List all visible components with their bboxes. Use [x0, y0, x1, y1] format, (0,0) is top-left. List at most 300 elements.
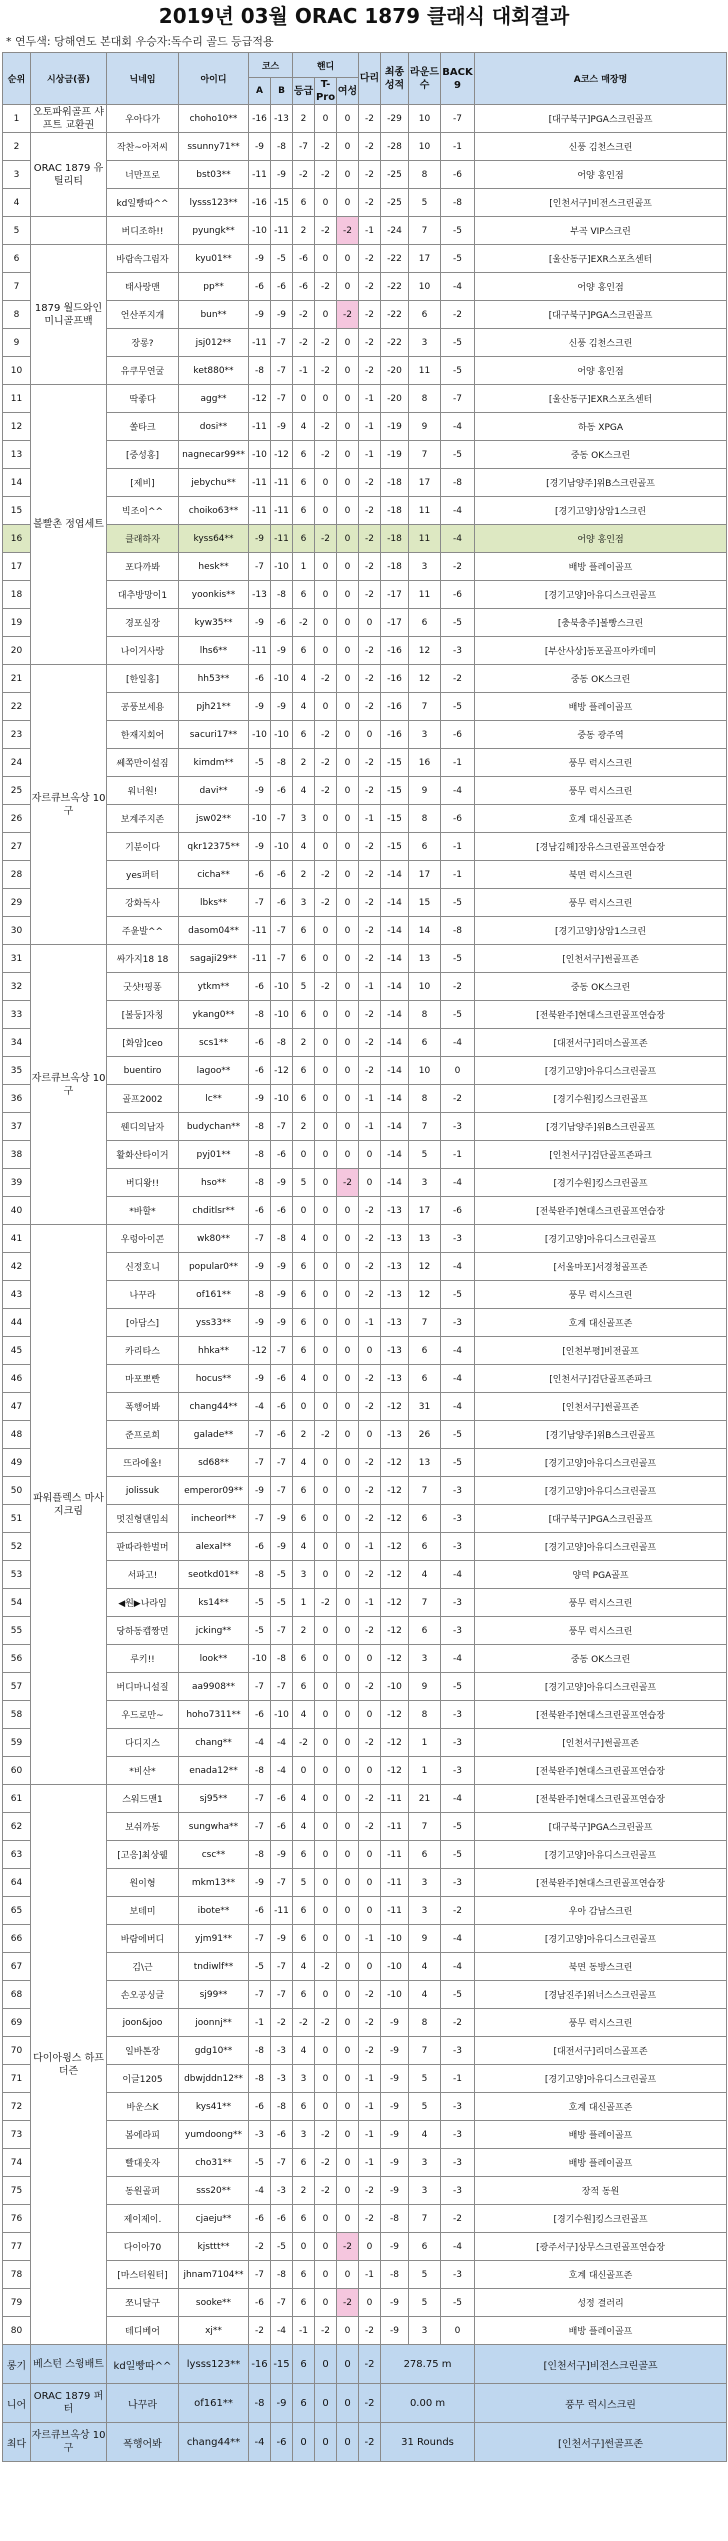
cell-rounds: 7: [409, 217, 441, 245]
cell-gift: -2: [359, 1785, 381, 1813]
cell-b: -9: [271, 1533, 293, 1561]
cell-a: -7: [249, 1449, 271, 1477]
cell-b: -6: [271, 2205, 293, 2233]
cell-b: -11: [271, 469, 293, 497]
cell-grade: 6: [293, 1505, 315, 1533]
award-nick: kd일빵따^^: [107, 2345, 179, 2384]
table-row: [3, 1029, 727, 1057]
cell-grade: 0: [293, 1197, 315, 1225]
cell-gift: -2: [359, 1673, 381, 1701]
table-row: [3, 469, 727, 497]
cell-tpro: -2: [315, 889, 337, 917]
cell-rank: 75: [3, 2177, 31, 2205]
cell-rounds: 11: [409, 357, 441, 385]
cell-back9: -5: [441, 889, 475, 917]
cell-nick: 작찬~아저씨: [107, 133, 179, 161]
cell-venue: 배방 플레이골프: [475, 2121, 727, 2149]
cell-b: -7: [271, 1673, 293, 1701]
cell-back9: -3: [441, 1225, 475, 1253]
cell-b: -9: [271, 161, 293, 189]
cell-b: -9: [271, 693, 293, 721]
award-tpro: 0: [315, 2345, 337, 2384]
cell-a: -8: [249, 1841, 271, 1869]
cell-back9: -4: [441, 1393, 475, 1421]
cell-grade: 4: [293, 665, 315, 693]
cell-b: -3: [271, 2177, 293, 2205]
cell-rank: 13: [3, 441, 31, 469]
cell-female: 0: [337, 1001, 359, 1029]
cell-gift: -2: [359, 749, 381, 777]
award-grade: 6: [293, 2384, 315, 2423]
cell-rank: 64: [3, 1869, 31, 1897]
cell-id: dasom04**: [179, 917, 249, 945]
cell-rank: 56: [3, 1645, 31, 1673]
cell-grade: 6: [293, 1281, 315, 1309]
cell-a: -6: [249, 1057, 271, 1085]
cell-venue: 성정 결러리: [475, 2289, 727, 2317]
cell-rank: 62: [3, 1813, 31, 1841]
cell-final: -14: [381, 1169, 409, 1197]
cell-a: -11: [249, 161, 271, 189]
cell-id: yjm91**: [179, 1925, 249, 1953]
cell-back9: -4: [441, 1253, 475, 1281]
cell-gift: -1: [359, 1925, 381, 1953]
cell-gift: -2: [359, 1281, 381, 1309]
cell-back9: -3: [441, 1729, 475, 1757]
cell-female: 0: [337, 861, 359, 889]
cell-female: 0: [337, 1729, 359, 1757]
cell-a: -7: [249, 1785, 271, 1813]
cell-grade: -1: [293, 357, 315, 385]
cell-rank: 15: [3, 497, 31, 525]
cell-rounds: 7: [409, 1813, 441, 1841]
cell-grade: 6: [293, 1001, 315, 1029]
cell-a: -9: [249, 1869, 271, 1897]
cell-id: hocus**: [179, 1365, 249, 1393]
cell-grade: 4: [293, 2037, 315, 2065]
cell-back9: 0: [441, 1057, 475, 1085]
table-row: [3, 1225, 727, 1253]
cell-female: 0: [337, 665, 359, 693]
cell-b: -10: [271, 553, 293, 581]
table-row: [3, 665, 727, 693]
cell-b: -7: [271, 1477, 293, 1505]
cell-back9: -3: [441, 1477, 475, 1505]
cell-a: -2: [249, 2317, 271, 2345]
cell-venue: [경남진주]위너스스크린골프: [475, 1981, 727, 2009]
cell-id: kyu01**: [179, 245, 249, 273]
cell-id: xj**: [179, 2317, 249, 2345]
cell-b: -7: [271, 357, 293, 385]
cell-female: 0: [337, 1617, 359, 1645]
cell-female: -2: [337, 1169, 359, 1197]
table-row: [3, 273, 727, 301]
cell-a: -8: [249, 1113, 271, 1141]
cell-a: -11: [249, 469, 271, 497]
cell-female: 0: [337, 413, 359, 441]
cell-id: emperor09**: [179, 1477, 249, 1505]
cell-tpro: 0: [315, 1393, 337, 1421]
cell-final: -14: [381, 1141, 409, 1169]
cell-back9: -4: [441, 525, 475, 553]
cell-rounds: 31: [409, 1393, 441, 1421]
cell-rank: 55: [3, 1617, 31, 1645]
cell-id: mkm13**: [179, 1869, 249, 1897]
cell-female: 0: [337, 1701, 359, 1729]
cell-female: -2: [337, 301, 359, 329]
cell-a: -7: [249, 2261, 271, 2289]
cell-b: -7: [271, 1981, 293, 2009]
cell-grade: -2: [293, 2009, 315, 2037]
cell-rank: 39: [3, 1169, 31, 1197]
cell-tpro: -2: [315, 665, 337, 693]
cell-rank: 53: [3, 1561, 31, 1589]
cell-female: 0: [337, 385, 359, 413]
cell-a: -9: [249, 777, 271, 805]
cell-venue: 어양 홍인점: [475, 161, 727, 189]
cell-grade: 6: [293, 1085, 315, 1113]
cell-final: -19: [381, 441, 409, 469]
cell-nick: 다이아70: [107, 2233, 179, 2261]
cell-gift: -2: [359, 777, 381, 805]
table-row: [3, 973, 727, 1001]
cell-tpro: 0: [315, 637, 337, 665]
cell-tpro: 0: [315, 2093, 337, 2121]
cell-final: -11: [381, 1869, 409, 1897]
cell-rounds: 6: [409, 1505, 441, 1533]
cell-gift: -2: [359, 581, 381, 609]
cell-b: -9: [271, 637, 293, 665]
cell-nick: 대추방망이1: [107, 581, 179, 609]
cell-a: -7: [249, 1673, 271, 1701]
cell-tpro: 0: [315, 385, 337, 413]
cell-final: -11: [381, 1785, 409, 1813]
cell-grade: 6: [293, 441, 315, 469]
cell-nick: 주윤발^^: [107, 917, 179, 945]
cell-venue: 신풍 김천스크린: [475, 133, 727, 161]
cell-id: incheorl**: [179, 1505, 249, 1533]
cell-rounds: 15: [409, 889, 441, 917]
cell-back9: -6: [441, 1197, 475, 1225]
cell-b: -5: [271, 1561, 293, 1589]
cell-female: 0: [337, 1785, 359, 1813]
cell-back9: -7: [441, 385, 475, 413]
cell-final: -12: [381, 1645, 409, 1673]
cell-a: -11: [249, 497, 271, 525]
cell-a: -9: [249, 1365, 271, 1393]
table-row: [3, 2233, 727, 2261]
cell-grade: 5: [293, 973, 315, 1001]
cell-back9: -5: [441, 1449, 475, 1477]
cell-b: -6: [271, 1421, 293, 1449]
cell-id: jhnam7104**: [179, 2261, 249, 2289]
cell-venue: 중동 OK스크린: [475, 1645, 727, 1673]
header-venue: A코스 매장명: [475, 53, 727, 105]
cell-a: -6: [249, 1897, 271, 1925]
cell-nick: 바람속그림자: [107, 245, 179, 273]
cell-id: galade**: [179, 1421, 249, 1449]
cell-rounds: 5: [409, 2065, 441, 2093]
cell-final: -16: [381, 693, 409, 721]
cell-rank: 26: [3, 805, 31, 833]
cell-nick: 쏠타크: [107, 413, 179, 441]
cell-back9: -1: [441, 861, 475, 889]
cell-back9: -2: [441, 665, 475, 693]
cell-female: 0: [337, 833, 359, 861]
award-nick: 나꾸라: [107, 2384, 179, 2423]
cell-nick: 딱좋다: [107, 385, 179, 413]
cell-b: -6: [271, 1393, 293, 1421]
cell-back9: -6: [441, 161, 475, 189]
cell-a: -6: [249, 273, 271, 301]
header-gift: 다리: [359, 53, 381, 105]
cell-back9: -4: [441, 1561, 475, 1589]
cell-gift: -2: [359, 2037, 381, 2065]
cell-rounds: 9: [409, 1673, 441, 1701]
cell-final: -10: [381, 1673, 409, 1701]
cell-final: -11: [381, 1897, 409, 1925]
cell-rank: 10: [3, 357, 31, 385]
cell-venue: 풍무 럭시스크린: [475, 1281, 727, 1309]
cell-final: -9: [381, 2009, 409, 2037]
cell-nick: *바할*: [107, 1197, 179, 1225]
cell-rounds: 12: [409, 1253, 441, 1281]
cell-venue: 풍무 럭시스크린: [475, 749, 727, 777]
cell-nick: *비산*: [107, 1757, 179, 1785]
cell-nick: 제이제이.: [107, 2205, 179, 2233]
cell-rounds: 8: [409, 1001, 441, 1029]
cell-a: -8: [249, 1169, 271, 1197]
cell-gift: -2: [359, 2177, 381, 2205]
cell-gift: 0: [359, 1169, 381, 1197]
cell-rounds: 10: [409, 1057, 441, 1085]
header-female: 여성: [337, 78, 359, 105]
cell-female: 0: [337, 2037, 359, 2065]
cell-rank: 57: [3, 1673, 31, 1701]
cell-id: choho10**: [179, 105, 249, 133]
cell-tpro: 0: [315, 2205, 337, 2233]
cell-nick: 빨대웃자: [107, 2149, 179, 2177]
cell-female: 0: [337, 1561, 359, 1589]
cell-venue: [인천서구]썬골프존: [475, 1393, 727, 1421]
cell-grade: -7: [293, 133, 315, 161]
cell-female: 0: [337, 945, 359, 973]
cell-b: -13: [271, 105, 293, 133]
award-female: 0: [337, 2423, 359, 2462]
cell-nick: 당하동캡짱먼: [107, 1617, 179, 1645]
cell-a: -12: [249, 385, 271, 413]
cell-female: 0: [337, 917, 359, 945]
table-row: [3, 1617, 727, 1645]
cell-tpro: -2: [315, 2121, 337, 2149]
cell-final: -9: [381, 2121, 409, 2149]
cell-nick: 포다까봐: [107, 553, 179, 581]
cell-b: -9: [271, 413, 293, 441]
cell-venue: [전북완주]현대스크린골프연습장: [475, 1701, 727, 1729]
cell-grade: 6: [293, 525, 315, 553]
cell-nick: [한일홍]: [107, 665, 179, 693]
cell-rank: 80: [3, 2317, 31, 2345]
cell-tpro: -2: [315, 273, 337, 301]
cell-gift: -2: [359, 1729, 381, 1757]
cell-rounds: 7: [409, 1309, 441, 1337]
cell-female: 0: [337, 2093, 359, 2121]
award-row: [3, 2345, 727, 2384]
cell-rounds: 13: [409, 945, 441, 973]
cell-grade: 2: [293, 217, 315, 245]
cell-rounds: 7: [409, 2205, 441, 2233]
cell-back9: -4: [441, 1169, 475, 1197]
cell-rank: 70: [3, 2037, 31, 2065]
cell-back9: 0: [441, 2317, 475, 2345]
cell-id: aa9908**: [179, 1673, 249, 1701]
cell-id: hesk**: [179, 553, 249, 581]
cell-rounds: 3: [409, 2177, 441, 2205]
cell-female: 0: [337, 973, 359, 1001]
cell-back9: -2: [441, 2205, 475, 2233]
cell-grade: 4: [293, 1365, 315, 1393]
cell-a: -6: [249, 973, 271, 1001]
cell-venue: [전북완주]현대스크린골프연습장: [475, 1197, 727, 1225]
cell-tpro: 0: [315, 1729, 337, 1757]
cell-back9: -3: [441, 1533, 475, 1561]
cell-b: -6: [271, 2121, 293, 2149]
cell-grade: 6: [293, 1925, 315, 1953]
cell-id: ibote**: [179, 1897, 249, 1925]
cell-b: -11: [271, 525, 293, 553]
cell-id: hh53**: [179, 665, 249, 693]
cell-venue: 중동 OK스크린: [475, 973, 727, 1001]
award-metric: 278.75 m: [381, 2345, 475, 2384]
cell-gift: 0: [359, 1953, 381, 1981]
cell-a: -5: [249, 1953, 271, 1981]
cell-rounds: 17: [409, 469, 441, 497]
table-row: [3, 581, 727, 609]
cell-grade: 6: [293, 945, 315, 973]
cell-rounds: 1: [409, 1757, 441, 1785]
cell-nick: 다디지스: [107, 1729, 179, 1757]
cell-back9: -5: [441, 2289, 475, 2317]
cell-nick: 태사랑맨: [107, 273, 179, 301]
cell-a: -5: [249, 1617, 271, 1645]
cell-gift: 0: [359, 2289, 381, 2317]
header-nickname: 닉네임: [107, 53, 179, 105]
cell-gift: -2: [359, 665, 381, 693]
cell-grade: 2: [293, 1421, 315, 1449]
cell-back9: -6: [441, 721, 475, 749]
cell-a: -8: [249, 1757, 271, 1785]
cell-back9: -4: [441, 1785, 475, 1813]
cell-back9: -7: [441, 105, 475, 133]
cell-rank: 29: [3, 889, 31, 917]
table-row: [3, 2261, 727, 2289]
cell-a: -16: [249, 189, 271, 217]
cell-grade: 4: [293, 1225, 315, 1253]
cell-rounds: 10: [409, 973, 441, 1001]
cell-final: -8: [381, 2261, 409, 2289]
cell-nick: [볼둥]자칭: [107, 1001, 179, 1029]
cell-a: -9: [249, 693, 271, 721]
table-row: [3, 1057, 727, 1085]
cell-grade: 6: [293, 1897, 315, 1925]
cell-back9: -4: [441, 497, 475, 525]
cell-a: -10: [249, 805, 271, 833]
cell-gift: -2: [359, 1477, 381, 1505]
sponsor-cell: 파워플렉스 마사지크림: [31, 1225, 107, 1785]
cell-nick: [제비]: [107, 469, 179, 497]
cell-final: -18: [381, 497, 409, 525]
cell-female: 0: [337, 581, 359, 609]
cell-gift: -1: [359, 1533, 381, 1561]
cell-venue: [충북충주]볼빵스크린: [475, 609, 727, 637]
cell-venue: [전북완주]현대스크린골프연습장: [475, 1001, 727, 1029]
cell-venue: [인천서구]썬골프존: [475, 945, 727, 973]
cell-rounds: 6: [409, 1365, 441, 1393]
cell-final: -9: [381, 2037, 409, 2065]
cell-grade: 1: [293, 1589, 315, 1617]
cell-nick: 카리타스: [107, 1337, 179, 1365]
cell-back9: -3: [441, 1757, 475, 1785]
cell-rank: 48: [3, 1421, 31, 1449]
cell-rank: 50: [3, 1477, 31, 1505]
cell-rounds: 6: [409, 1029, 441, 1057]
cell-venue: [서울마포]서경청골프존: [475, 1253, 727, 1281]
cell-b: -8: [271, 581, 293, 609]
cell-nick: 판따라한벌머: [107, 1533, 179, 1561]
cell-id: pyj01**: [179, 1141, 249, 1169]
cell-a: -9: [249, 1309, 271, 1337]
cell-female: 0: [337, 1029, 359, 1057]
cell-final: -15: [381, 749, 409, 777]
cell-a: -7: [249, 1421, 271, 1449]
cell-rounds: 10: [409, 133, 441, 161]
cell-back9: -4: [441, 273, 475, 301]
results-table: [2, 52, 727, 2462]
cell-rounds: 3: [409, 2317, 441, 2345]
cell-gift: -1: [359, 385, 381, 413]
cell-nick: 테디베어: [107, 2317, 179, 2345]
cell-tpro: 0: [315, 1925, 337, 1953]
cell-nick: [아담스]: [107, 1309, 179, 1337]
table-row: [3, 1785, 727, 1813]
table-row: [3, 1505, 727, 1533]
cell-rounds: 6: [409, 301, 441, 329]
cell-rank: 14: [3, 469, 31, 497]
cell-tpro: 0: [315, 693, 337, 721]
table-row: [3, 525, 727, 553]
cell-a: -8: [249, 1561, 271, 1589]
cell-grade: 4: [293, 1449, 315, 1477]
table-row: [3, 1813, 727, 1841]
cell-gift: -1: [359, 2261, 381, 2289]
award-sponsor: 베스턴 스윙배트: [31, 2345, 107, 2384]
award-label: 최다: [3, 2423, 31, 2462]
table-row: [3, 161, 727, 189]
cell-final: -12: [381, 1561, 409, 1589]
cell-gift: -2: [359, 1393, 381, 1421]
cell-rank: 8: [3, 301, 31, 329]
cell-rank: 67: [3, 1953, 31, 1981]
cell-id: yss33**: [179, 1309, 249, 1337]
cell-b: -12: [271, 1057, 293, 1085]
cell-a: -5: [249, 749, 271, 777]
cell-nick: 서파고!: [107, 1561, 179, 1589]
cell-back9: -5: [441, 329, 475, 357]
cell-rank: 76: [3, 2205, 31, 2233]
cell-rounds: 5: [409, 1141, 441, 1169]
cell-final: -12: [381, 1477, 409, 1505]
cell-b: -8: [271, 133, 293, 161]
